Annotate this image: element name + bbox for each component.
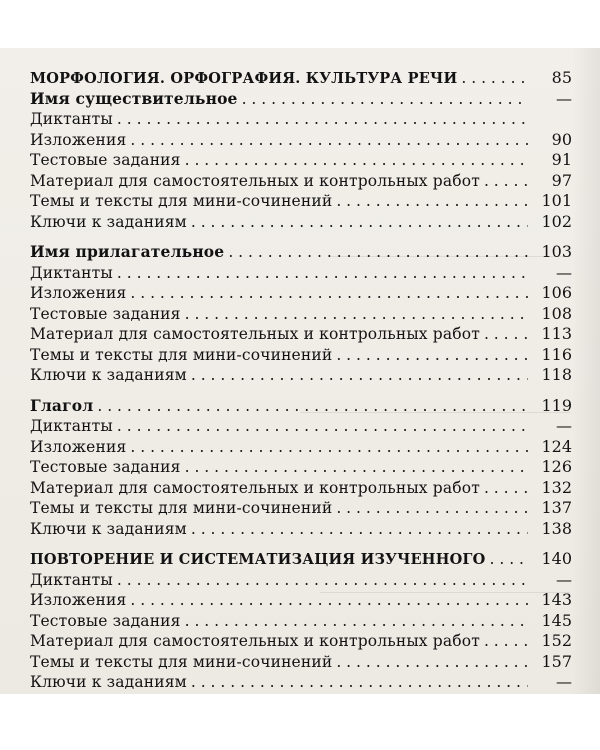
toc-entry[interactable] bbox=[30, 304, 572, 325]
toc-entry[interactable] bbox=[30, 652, 572, 673]
dot-leader bbox=[130, 130, 528, 151]
toc-entry-label: Изложения bbox=[30, 437, 127, 456]
toc-page-number: 124 bbox=[541, 436, 572, 456]
toc-page-number: 85 bbox=[551, 68, 572, 87]
toc-section-adjective bbox=[30, 242, 572, 386]
toc-entry-label: Материал для самостоятельных и контрольных работ bbox=[30, 171, 480, 190]
toc-entry-label: Изложения bbox=[30, 591, 127, 609]
toc-subheading-label: Имя прилагательное bbox=[30, 242, 225, 261]
dot-leader bbox=[117, 263, 528, 284]
dot-leader bbox=[130, 283, 528, 304]
table-of-contents bbox=[30, 68, 572, 703]
dot-leader bbox=[191, 365, 528, 386]
toc-page-number: 137 bbox=[541, 498, 572, 517]
toc-entry-label: Изложения bbox=[30, 284, 127, 302]
toc-entry-label: Темы и тексты для мини-сочинений bbox=[30, 345, 333, 364]
toc-page-number: 101 bbox=[541, 191, 572, 210]
dot-leader bbox=[185, 457, 528, 478]
toc-subheading[interactable] bbox=[30, 89, 572, 110]
dot-leader bbox=[242, 89, 528, 110]
toc-entry[interactable] bbox=[30, 212, 572, 233]
toc-entry[interactable] bbox=[30, 283, 572, 304]
toc-page-number: 97 bbox=[551, 170, 572, 190]
toc-entry[interactable] bbox=[30, 631, 572, 652]
toc-page-number: 113 bbox=[541, 324, 572, 343]
toc-entry-label: Темы и тексты для мини-сочинений bbox=[30, 499, 333, 517]
dot-leader bbox=[336, 652, 528, 673]
toc-entry[interactable] bbox=[30, 611, 572, 632]
toc-entry[interactable] bbox=[30, 150, 572, 171]
toc-page-number: — bbox=[556, 416, 572, 435]
toc-heading[interactable] bbox=[30, 549, 572, 570]
dot-leader bbox=[191, 672, 528, 693]
toc-page-number: 152 bbox=[541, 631, 572, 650]
dot-leader bbox=[484, 478, 528, 499]
toc-heading-label: ПОВТОРЕНИЕ И СИСТЕМАТИЗАЦИЯ ИЗУЧЕННОГО bbox=[30, 551, 486, 568]
toc-entry[interactable] bbox=[30, 171, 572, 192]
toc-page-number: 103 bbox=[541, 242, 572, 261]
toc-entry-label: Тестовые задания bbox=[30, 151, 181, 169]
toc-entry[interactable] bbox=[30, 590, 572, 611]
dot-leader bbox=[191, 519, 528, 540]
dot-leader bbox=[117, 109, 528, 130]
toc-entry-label: Диктанты bbox=[30, 110, 113, 128]
toc-entry[interactable] bbox=[30, 478, 572, 499]
toc-subheading[interactable] bbox=[30, 396, 572, 417]
toc-page-number: 118 bbox=[541, 365, 572, 384]
top-margin bbox=[0, 0, 600, 48]
toc-entry[interactable] bbox=[30, 324, 572, 345]
toc-page-number: — bbox=[556, 262, 572, 282]
toc-page-number: 157 bbox=[541, 651, 572, 671]
dot-leader bbox=[130, 590, 528, 611]
toc-entry-label: Ключи к заданиям bbox=[30, 673, 187, 691]
dot-leader bbox=[336, 345, 528, 366]
dot-leader bbox=[185, 304, 528, 325]
dot-leader bbox=[484, 171, 528, 192]
dot-leader bbox=[228, 242, 528, 263]
dot-leader bbox=[185, 150, 528, 171]
toc-page-number: 138 bbox=[541, 518, 572, 538]
toc-entry-label: Материал для самостоятельных и контрольных работ bbox=[30, 478, 480, 497]
toc-page-number: — bbox=[556, 672, 572, 691]
dot-leader bbox=[484, 631, 528, 652]
dot-leader bbox=[117, 416, 528, 437]
dot-leader bbox=[336, 191, 528, 212]
toc-section-review bbox=[30, 549, 572, 693]
dot-leader bbox=[191, 212, 528, 233]
toc-page-number: 119 bbox=[541, 395, 572, 415]
toc-entry-label: Диктанты bbox=[30, 417, 113, 435]
toc-entry[interactable] bbox=[30, 130, 572, 151]
dot-leader bbox=[130, 437, 528, 458]
dot-leader bbox=[336, 498, 528, 519]
toc-page-number: 143 bbox=[541, 590, 572, 609]
toc-page-number: 108 bbox=[541, 303, 572, 323]
toc-entry[interactable] bbox=[30, 437, 572, 458]
toc-entry-label: Диктанты bbox=[30, 263, 113, 282]
toc-subheading-label: Имя существительное bbox=[30, 88, 238, 108]
toc-subheading-label: Глагол bbox=[30, 395, 94, 415]
toc-page-number: 90 bbox=[551, 129, 572, 149]
toc-entry[interactable] bbox=[30, 109, 572, 130]
toc-page-number: 116 bbox=[541, 344, 572, 364]
toc-entry-label: Диктанты bbox=[30, 570, 113, 589]
toc-entry[interactable] bbox=[30, 365, 572, 386]
toc-entry[interactable] bbox=[30, 672, 572, 693]
toc-entry-label: Изложения bbox=[30, 130, 127, 149]
dot-leader bbox=[461, 68, 528, 89]
toc-entry-label: Тестовые задания bbox=[30, 458, 181, 476]
toc-entry[interactable] bbox=[30, 416, 572, 437]
page-edge-shadow bbox=[572, 48, 600, 694]
toc-entry-label: Темы и тексты для мини-сочинений bbox=[30, 192, 333, 210]
toc-entry[interactable] bbox=[30, 498, 572, 519]
toc-section-verb bbox=[30, 396, 572, 540]
toc-entry-label: Тестовые задания bbox=[30, 304, 181, 323]
dot-leader bbox=[97, 396, 528, 417]
toc-entry-label: Материал для самостоятельных и контрольных работ bbox=[30, 632, 480, 650]
toc-page-number: — bbox=[556, 88, 572, 108]
toc-entry[interactable] bbox=[30, 519, 572, 540]
toc-section-morphology bbox=[30, 68, 572, 232]
dot-leader bbox=[117, 570, 528, 591]
toc-subheading[interactable] bbox=[30, 242, 572, 263]
dot-leader bbox=[489, 549, 528, 570]
toc-entry-label: Ключи к заданиям bbox=[30, 519, 187, 538]
toc-entry-label: Темы и тексты для мини-сочинений bbox=[30, 652, 333, 671]
toc-page-number: 102 bbox=[541, 211, 572, 231]
toc-page-number: 140 bbox=[541, 549, 572, 568]
toc-page-number: 145 bbox=[541, 610, 572, 630]
toc-page-number: — bbox=[556, 569, 572, 589]
dot-leader bbox=[484, 324, 528, 345]
toc-heading-label: МОРФОЛОГИЯ. ОРФОГРАФИЯ. КУЛЬТУРА РЕЧИ bbox=[30, 70, 458, 87]
toc-entry-label: Тестовые задания bbox=[30, 611, 181, 630]
toc-entry-label: Материал для самостоятельных и контрольных работ bbox=[30, 325, 480, 343]
dot-leader bbox=[185, 611, 528, 632]
toc-entry[interactable] bbox=[30, 457, 572, 478]
toc-page-number: 91 bbox=[551, 150, 572, 169]
toc-entry[interactable] bbox=[30, 263, 572, 284]
toc-heading[interactable] bbox=[30, 68, 572, 89]
toc-entry[interactable] bbox=[30, 191, 572, 212]
toc-page-number: 132 bbox=[541, 477, 572, 497]
toc-entry-label: Ключи к заданиям bbox=[30, 212, 187, 231]
toc-page-number: 126 bbox=[541, 457, 572, 476]
toc-entry[interactable] bbox=[30, 570, 572, 591]
toc-entry-label: Ключи к заданиям bbox=[30, 366, 187, 384]
toc-entry[interactable] bbox=[30, 345, 572, 366]
toc-page-number: 106 bbox=[541, 283, 572, 302]
